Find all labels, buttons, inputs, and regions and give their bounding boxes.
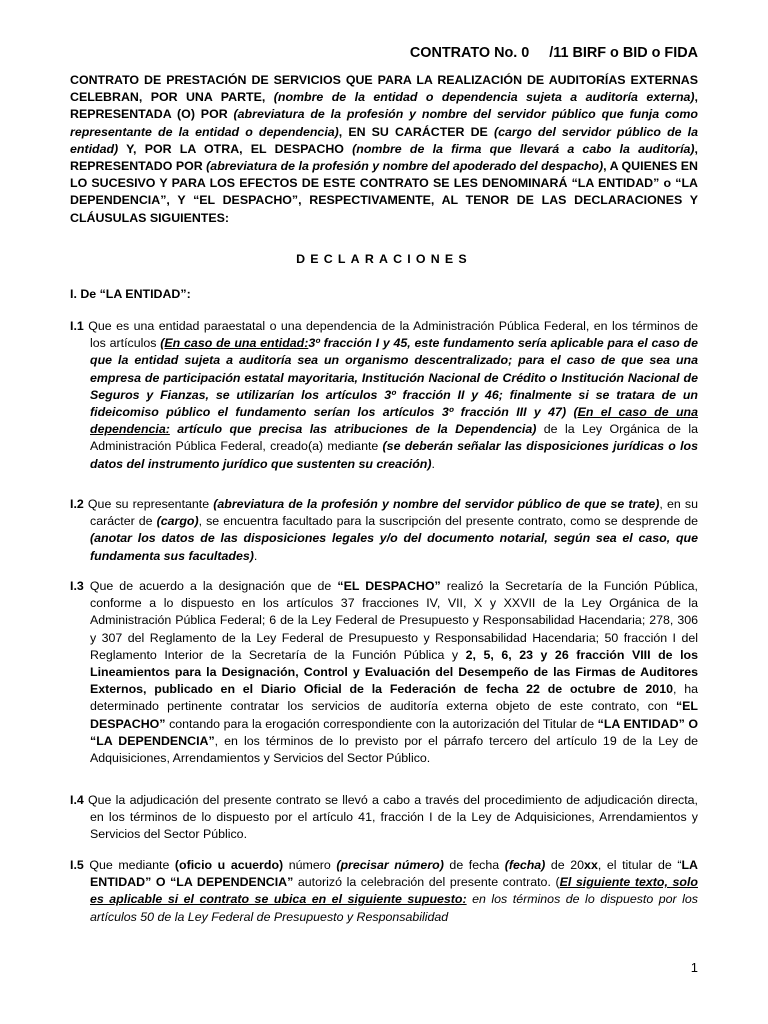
bold-reference: 2, 5, 6, 23 y 26 fracción VIII de los Lineamientos para la Designación, Control y Evaluación del Desempeño de las Firmas de Auditores Externos, publicado en el Diario Oficial de la Federación de fecha 22 de octubre de 2010 <box>90 647 698 697</box>
declaration-i2-text <box>70 496 698 565</box>
page-number: 1 <box>690 960 698 975</box>
legal-note: (precisar número) <box>336 858 444 872</box>
declaration-number: I.2 <box>70 497 84 511</box>
legal-note: 3º fracción I y 45, este fundamento sería aplicable para el caso de que la entidad sujeta a auditoría sea un organismo descentralizado; para el caso de que sea una empresa de participación estatal mayoritaria, Institución Nacional de Crédito o Institución Nacional de Seguros y Fianzas, se utilizarían los artículos 3º fracción II y 46; finalmente si se tratara de un fideicomiso público el fundamento serían los artículos 3º fracción III y 47) <box>90 336 698 420</box>
body-text: Que de acuerdo a la designación que de <box>83 579 338 593</box>
intro-text: Y, POR LA OTRA, EL DESPACHO <box>118 141 353 156</box>
body-text: autorizó la celebración del presente contrato. ( <box>293 875 560 890</box>
intro-placeholder: (nombre de la entidad o dependencia sujeta a auditoría externa) <box>273 90 695 105</box>
legal-note: (anotar los datos de las disposiciones legales y/o del documento notarial, según sea el caso, que fundamenta sus facultades) <box>90 531 698 563</box>
declaration-number: I.3 <box>70 579 84 593</box>
body-text: de la Ley Orgánica de la Administración Pública Federal, creado(a) mediante <box>90 422 699 454</box>
intro-placeholder: (cargo del servidor público de la entidad) <box>70 124 698 156</box>
body-text: . <box>253 548 258 563</box>
declaration-number: I.1 <box>70 319 84 333</box>
body-text: Que su representante <box>83 497 214 511</box>
intro-text: , REPRESENTADA (O) POR <box>70 90 698 122</box>
party-name: “EL DESPACHO” <box>337 579 441 593</box>
party-name: “EL DESPACHO” <box>90 699 698 731</box>
intro-text: , EN SU CARÁCTER DE <box>338 124 494 139</box>
contract-number-prefix: CONTRATO No. 0 <box>409 45 530 61</box>
body-text: , el titular de “ <box>597 858 682 872</box>
body-text: Que es una entidad paraestatal o una dependencia de la Administración Pública Federal, en los términos de los artículos <box>83 319 698 351</box>
declaration-i1-text <box>70 318 698 473</box>
body-text: , en los términos de lo previsto por el párrafo tercero del artículo 19 de la Ley de Adquisiciones, Arrendamientos y Servicios del Sector Público. <box>90 733 698 766</box>
declaration-i3 <box>70 578 698 767</box>
intro-placeholder: (abreviatura de la profesión y nombre del servidor público que funja como representante de la entidad o dependencia) <box>70 107 698 139</box>
contract-intro-paragraph <box>70 72 698 227</box>
section-subheading: I. De “LA ENTIDAD”: <box>70 287 191 301</box>
intro-text: , REPRESENTADO POR <box>70 141 698 174</box>
party-name: “LA ENTIDAD” O “LA DEPENDENCIA” <box>90 716 698 748</box>
italic-text: en los términos de lo dispuesto por los artículos 50 de la Ley Federal de Presupuesto y Responsabilidad <box>90 892 699 924</box>
body-text: , ha determinado pertinente contratar los servicios de auditoría externa objeto de este contrato, con <box>90 682 698 714</box>
legal-note: (cargo) <box>156 514 199 529</box>
declaration-i3-text <box>70 578 698 767</box>
body-text: , en su carácter de <box>90 497 698 529</box>
underlined-note: (En el caso de una dependencia: <box>90 405 699 437</box>
intro-placeholder: (abreviatura de la profesión y nombre del apoderado del despacho) <box>206 159 604 174</box>
body-text: contando para la erogación correspondiente con la autorización del Titular de <box>165 716 598 731</box>
declaration-i2 <box>70 496 698 565</box>
body-text: de fecha <box>443 858 505 872</box>
legal-note: (fecha) <box>504 858 546 872</box>
party-name: LA ENTIDAD” O “LA DEPENDENCIA” <box>90 858 698 890</box>
declaration-i4 <box>70 792 698 844</box>
underlined-note: (En caso de una entidad: <box>160 336 309 351</box>
declaration-number: I.5 <box>70 858 84 872</box>
declaration-number: I.4 <box>70 793 84 807</box>
body-text: realizó la Secretaría de la Función Pública, conforme a lo dispuesto en los artículos 37 fracciones IV, VII, X y XXVII de la Ley Orgánica de la Administración Pública Federal; 6 de la Ley Federal de Presupuesto y Responsabilidad Hacendaria; 278, 306 y 307 del Reglamento de la Ley Federal de Presupuesto y Responsabilidad Hacendaria; 50 fracción I del Reglamento Interior de la Secretaría de la Función Pública y <box>90 579 698 662</box>
legal-note: (abreviatura de la profesión y nombre del servidor público de que se trate) <box>213 497 660 511</box>
body-text: de 20 <box>545 858 585 872</box>
body-text: . <box>431 456 435 471</box>
legal-note: artículo que precisa las atribuciones de la Dependencia) <box>169 422 537 437</box>
declaration-i5-text <box>70 857 698 926</box>
body-text: número <box>283 858 337 872</box>
declaration-i1 <box>70 318 698 473</box>
declaraciones-heading: DECLARACIONES <box>296 252 472 266</box>
intro-placeholder: (nombre de la firma que llevará a cabo la auditoría) <box>352 141 695 156</box>
declaration-i4-text <box>70 792 698 844</box>
contract-number-header <box>410 45 698 61</box>
declaration-i5 <box>70 857 698 926</box>
intro-text: , A QUIENES EN LO SUCESIVO Y PARA LOS EFECTOS DE ESTE CONTRATO SE LES DENOMINARÁ “LA ENTIDAD” o “LA DEPENDENCIA”, Y “EL DESPACHO”, RESPECTIVAMENTE, AL TENOR DE LAS DECLARACIONES Y CLÁUSULAS SIGUIENTES: <box>70 159 699 225</box>
legal-note: (se deberán señalar las disposiciones jurídicas o los datos del instrumento jurídico que sustenten su creación) <box>90 439 698 471</box>
body-text: Que la adjudicación del presente contrato se llevó a cabo a través del procedimiento de adjudicación directa, en los términos de lo dispuesto por el artículo 41, fracción I de la Ley de Adquisiciones, Arrendamientos y Servicios del Sector Público. <box>83 793 698 842</box>
body-text: Que mediante <box>83 858 175 872</box>
intro-text: CONTRATO DE PRESTACIÓN DE SERVICIOS QUE PARA LA REALIZACIÓN DE AUDITORÍAS EXTERNAS CELEBRAN, POR UNA PARTE, <box>70 73 698 105</box>
contract-number-suffix: /11 BIRF o BID o FIDA <box>549 45 698 61</box>
body-text: , se encuentra facultado para la suscripción del presente contrato, como se desprende de <box>198 514 699 529</box>
bold-placeholder: (oficio u acuerdo) <box>174 858 284 872</box>
underlined-note: El siguiente texto, solo es aplicable si el contrato se ubica en el siguiente supuesto: <box>90 875 698 907</box>
year-placeholder: xx <box>584 858 598 872</box>
